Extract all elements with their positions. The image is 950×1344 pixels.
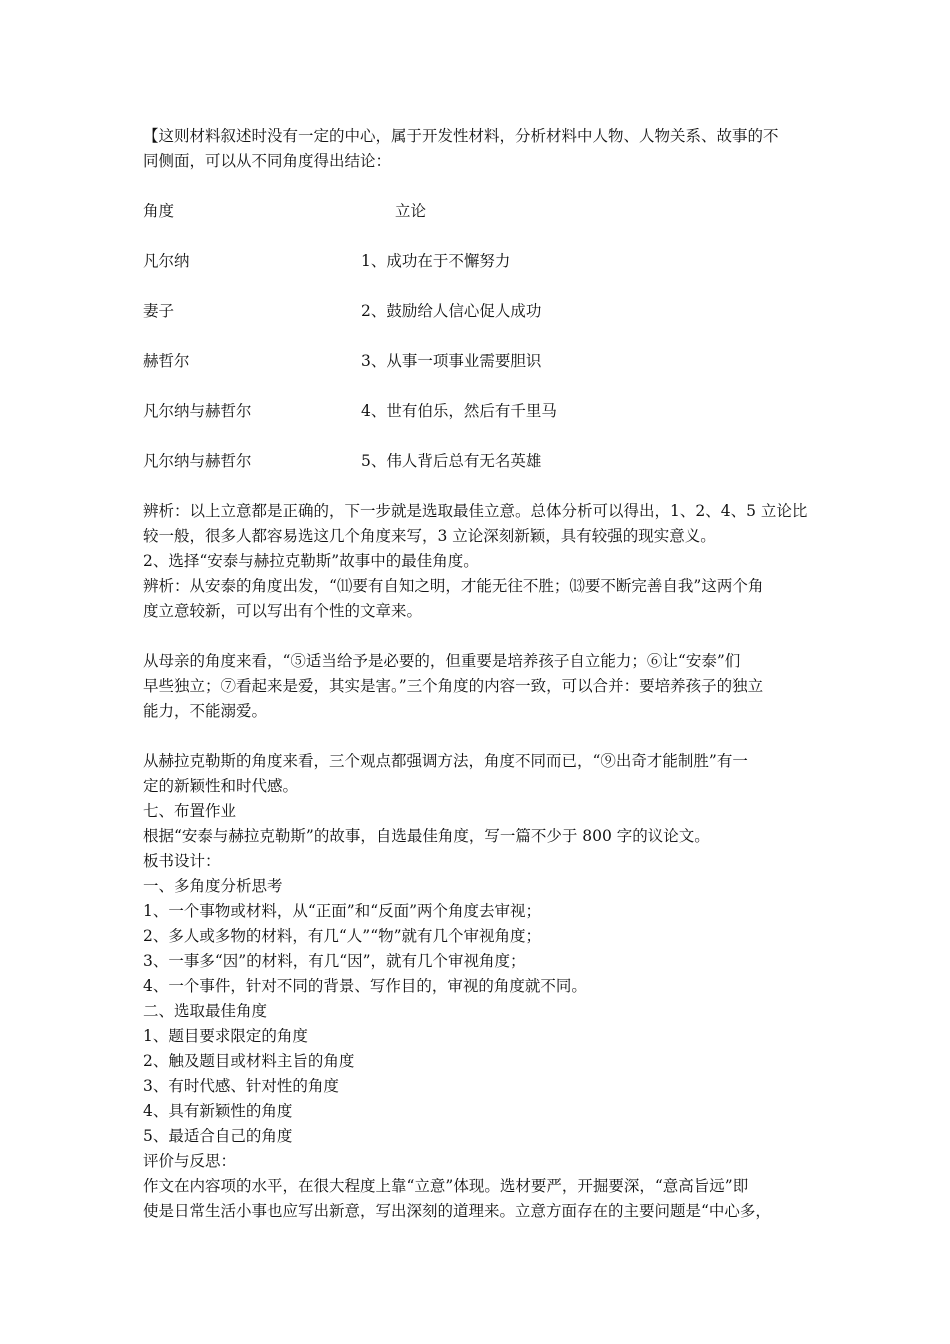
- list-item: 4、具有新颖性的角度: [143, 1102, 293, 1120]
- analysis-line: 辨析：从安泰的角度出发，“⑾要有自知之明，才能无往不胜；⒀要不断完善自我”这两个角: [143, 577, 764, 595]
- row-thesis: 4、世有伯乐，然后有千里马: [361, 402, 557, 420]
- section-heading: 板书设计：: [143, 852, 221, 870]
- paragraph-line: 使是日常生活小事也应写出新意，写出深刻的道理来。立意方面存在的主要问题是“中心多，: [143, 1202, 771, 1220]
- table-row: [143, 449, 811, 499]
- list-item: 3、一事多“因”的材料，有几“因”，就有几个审视角度；: [143, 952, 526, 970]
- list-item: 2、多人或多物的材料，有几“人”“物”就有几个审视角度；: [143, 927, 542, 945]
- mother-line: 早些独立；⑦看起来是爱，其实是害。”三个角度的内容一致，可以合并：要培养孩子的独立: [143, 677, 764, 695]
- list-item: 2、触及题目或材料主旨的角度: [143, 1052, 355, 1070]
- list-item: 1、题目要求限定的角度: [143, 1027, 308, 1045]
- analysis-line: 较一般，很多人都容易选这几个角度来写，3 立论深刻新颖，具有较强的现实意义。: [143, 527, 716, 545]
- table-header: [143, 199, 811, 249]
- row-angle: 赫哲尔: [143, 352, 190, 370]
- section-heading: 二、选取最佳角度: [143, 1002, 268, 1020]
- paragraph-line: 根据“安泰与赫拉克勒斯”的故事，自选最佳角度，写一篇不少于 800 字的议论文。: [143, 827, 710, 845]
- header-thesis: 立论: [395, 202, 427, 220]
- intro-line-1: 【这则材料叙述时没有一定的中心，属于开发性材料，分析材料中人物、人物关系、故事的不: [143, 127, 779, 145]
- row-thesis: 1、成功在于不懈努力: [361, 252, 511, 270]
- table-row: [143, 349, 811, 399]
- row-thesis: 2、鼓励给人信心促人成功: [361, 302, 542, 320]
- row-angle: 凡尔纳与赫哲尔: [143, 402, 252, 420]
- header-angle: 角度: [143, 202, 175, 220]
- section-heading: 2、选择“安泰与赫拉克勒斯”故事中的最佳角度。: [143, 552, 479, 570]
- analysis-line: 辨析：以上立意都是正确的，下一步就是选取最佳立意。总体分析可以得出，1、2、4、5 立论比: [143, 502, 808, 520]
- section-heading: 一、多角度分析思考: [143, 877, 283, 895]
- list-item: 3、有时代感、针对性的角度: [143, 1077, 339, 1095]
- section-heading: 七、布置作业: [143, 802, 237, 820]
- mother-line: 从母亲的角度来看，“⑤适当给予是必要的，但重要是培养孩子自立能力；⑥让“安泰”们: [143, 652, 741, 670]
- table-row: [143, 249, 811, 299]
- row-angle: 凡尔纳与赫哲尔: [143, 452, 252, 470]
- paragraph-line: 从赫拉克勒斯的角度来看，三个观点都强调方法，角度不同而已，“⑨出奇才能制胜”有一: [143, 752, 748, 770]
- mother-line: 能力，不能溺爱。: [143, 702, 268, 720]
- row-thesis: 3、从事一项事业需要胆识: [361, 352, 542, 370]
- list-item: 5、最适合自己的角度: [143, 1127, 293, 1145]
- table-row: [143, 299, 811, 349]
- section-heading: 评价与反思：: [143, 1152, 237, 1170]
- paragraph-line: 定的新颖性和时代感。: [143, 777, 299, 795]
- paragraph-line: 作文在内容项的水平，在很大程度上靠“立意”体现。选材要严，开掘要深，“意高旨远”即: [143, 1177, 749, 1195]
- table-row: [143, 399, 811, 449]
- intro-line-2: 同侧面，可以从不同角度得出结论：: [143, 152, 392, 170]
- document-page: [143, 124, 811, 1224]
- analysis-line: 度立意较新，可以写出有个性的文章来。: [143, 602, 423, 620]
- list-item: 1、一个事物或材料，从“正面”和“反面”两个角度去审视；: [143, 902, 542, 920]
- row-angle: 妻子: [143, 302, 175, 320]
- row-angle: 凡尔纳: [143, 252, 190, 270]
- row-thesis: 5、伟人背后总有无名英雄: [361, 452, 542, 470]
- list-item: 4、一个事件，针对不同的背景、写作目的，审视的角度就不同。: [143, 977, 587, 995]
